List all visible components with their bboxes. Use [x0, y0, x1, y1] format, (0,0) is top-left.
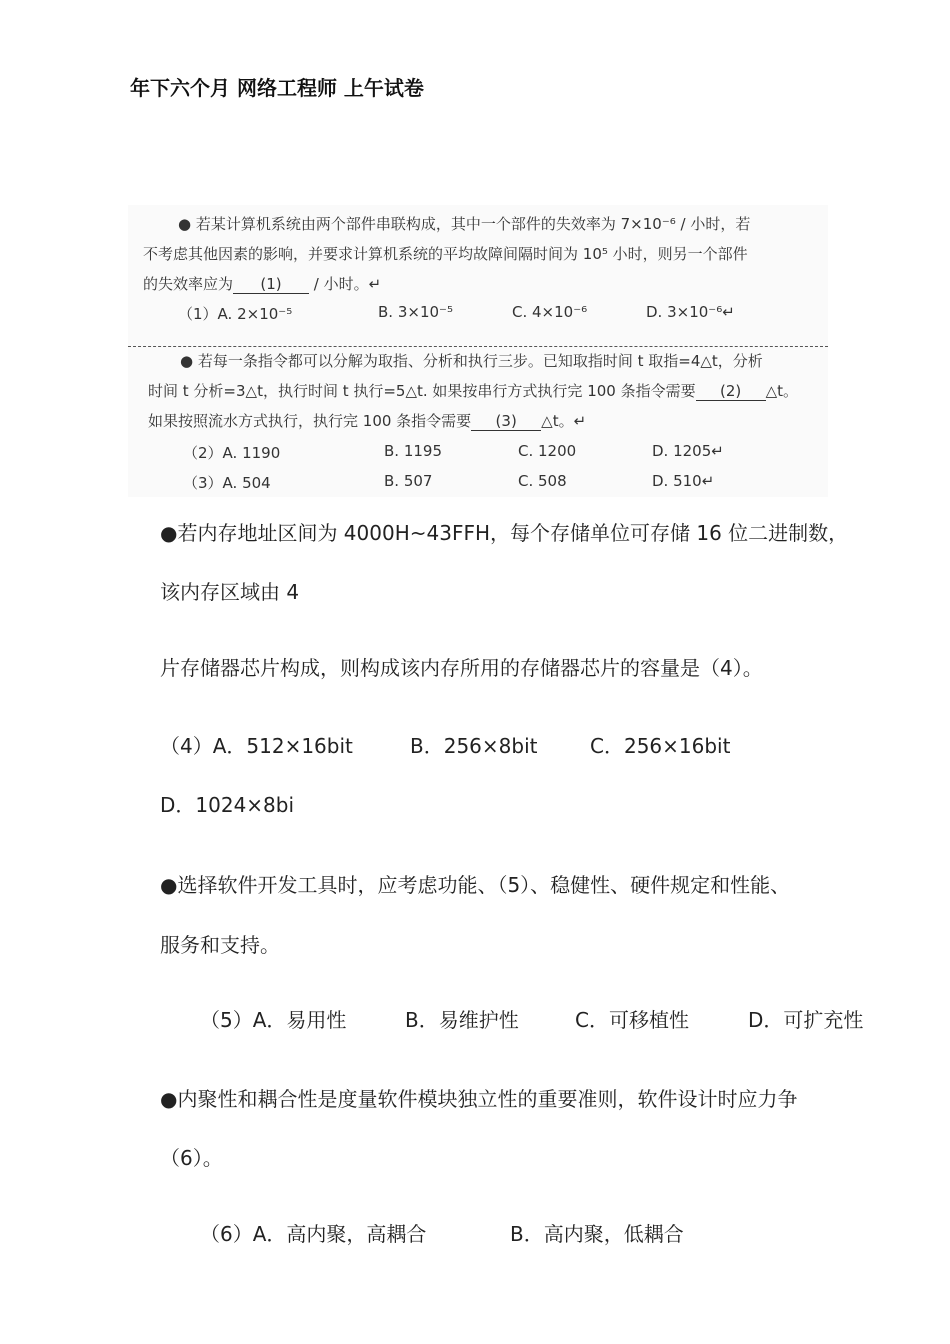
- q2-line3: 如果按照流水方式执行，执行完 100 条指令需要 (3) △t。↵: [148, 412, 587, 430]
- q5-option-c: C．可移植性: [575, 1008, 689, 1032]
- q4-option-a: （4）A．512×16bit: [160, 734, 353, 758]
- q4-line3: 片存储器芯片构成，则构成该内存所用的存储器芯片的容量是（4）。: [160, 656, 763, 680]
- q5-line1: ●选择软件开发工具时，应考虑功能、（5）、稳健性、硬件规定和性能、: [160, 873, 791, 897]
- q2-line1: ● 若每一条指令都可以分解为取指、分析和执行三步。已知取指时间 t 取指=4△t，分析: [180, 352, 763, 370]
- q1-line1: ● 若某计算机系统由两个部件串联构成，其中一个部件的失效率为 7×10⁻⁶ / 小时，若: [178, 215, 751, 233]
- q5-line2: 服务和支持。: [160, 933, 280, 957]
- q2-option-b: B. 1195: [384, 442, 443, 460]
- q1-option-c: C. 4×10⁻⁶: [512, 303, 588, 321]
- q4-line2: 该内存区域由 4: [160, 580, 300, 604]
- q6-line2: （6）。: [160, 1146, 223, 1170]
- q5-option-d: D．可扩充性: [748, 1008, 864, 1032]
- q3-option-c: C. 508: [518, 472, 567, 490]
- q2-line2: 时间 t 分析=3△t，执行时间 t 执行=5△t. 如果按串行方式执行完 100 条指令需要 (2) △t。: [148, 382, 799, 400]
- dashed-divider: [128, 346, 828, 347]
- q1-option-a: （1）A. 2×10⁻⁵: [178, 305, 293, 323]
- q4-option-d: D．1024×8bi: [160, 793, 295, 817]
- q5-option-b: B．易维护性: [405, 1008, 519, 1032]
- scanned-question-image: [128, 205, 828, 497]
- q1-line2: 不考虑其他因素的影响，并要求计算机系统的平均故障间隔时间为 10⁵ 小时，则另一个部件: [143, 245, 748, 263]
- q1-option-d: D. 3×10⁻⁶↵: [646, 303, 735, 321]
- q2-option-c: C. 1200: [518, 442, 577, 460]
- q5-option-a: （5）A．易用性: [200, 1008, 347, 1032]
- q2-option-a: （2）A. 1190: [183, 444, 281, 462]
- q1-option-b: B. 3×10⁻⁵: [378, 303, 453, 321]
- q6-line1: ●内聚性和耦合性是度量软件模块独立性的重要准则，软件设计时应力争: [160, 1087, 798, 1111]
- q4-option-b: B．256×8bit: [410, 734, 538, 758]
- q1-line3: 的失效率应为 (1) / 小时。↵: [143, 275, 382, 293]
- q3-option-d: D. 510↵: [652, 472, 715, 490]
- q3-option-b: B. 507: [384, 472, 433, 490]
- q4-line1: ●若内存地址区间为 4000H~43FFH，每个存储单位可存储 16 位二进制数，: [160, 521, 849, 545]
- page-title: 年下六个月 网络工程师 上午试卷: [130, 76, 424, 100]
- q2-option-d: D. 1205↵: [652, 442, 724, 460]
- q3-option-a: （3）A. 504: [183, 474, 271, 492]
- q6-option-a: （6）A．高内聚，高耦合: [200, 1222, 427, 1246]
- q6-option-b: B．高内聚，低耦合: [510, 1222, 684, 1246]
- q4-option-c: C．256×16bit: [590, 734, 731, 758]
